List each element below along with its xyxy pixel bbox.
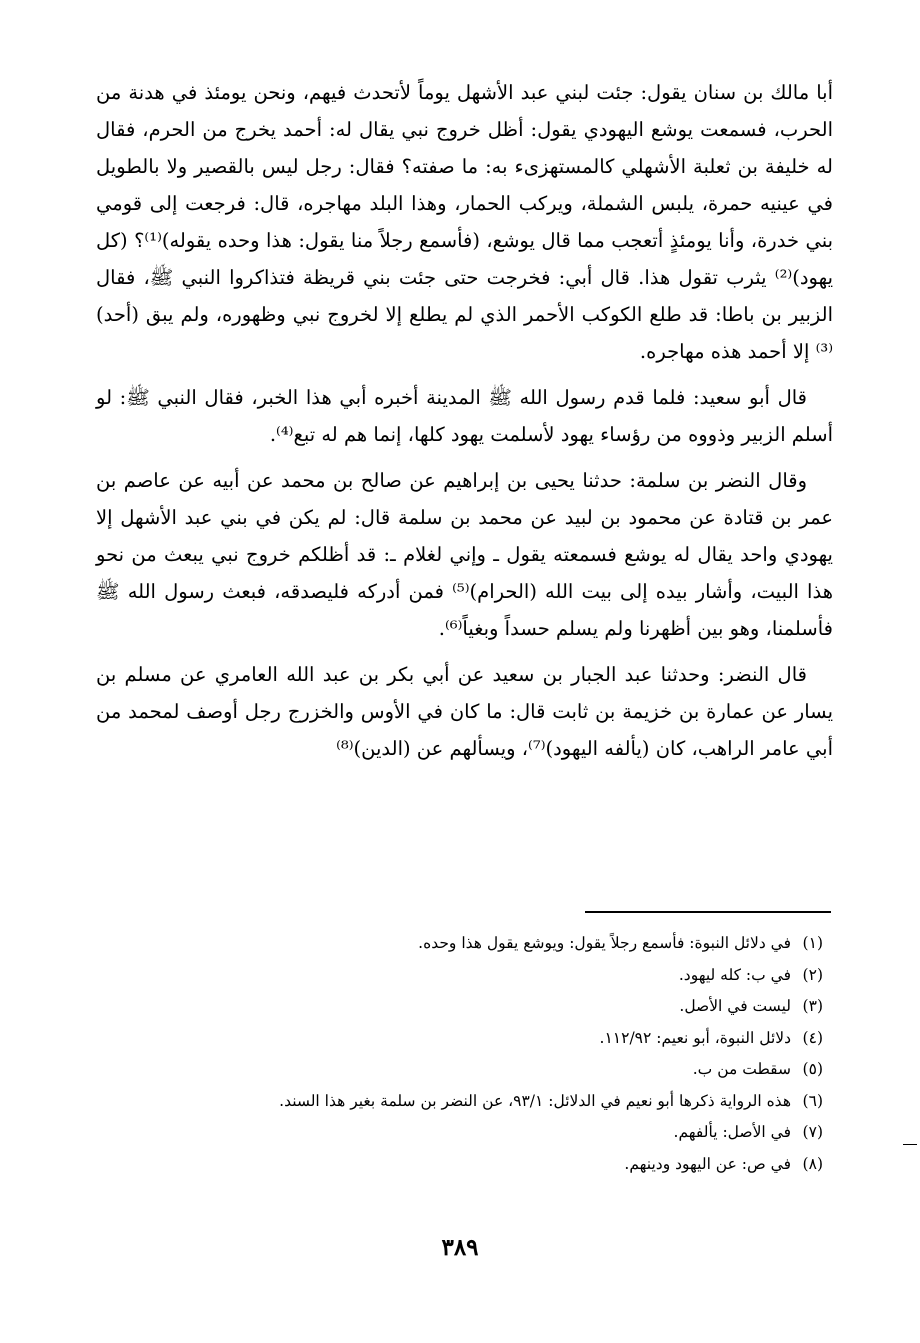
footnote-separator bbox=[585, 911, 831, 913]
footnotes-list bbox=[96, 928, 823, 1180]
footnote-item bbox=[96, 1086, 823, 1118]
footnote-number: (٨) bbox=[802, 1154, 823, 1173]
footnote-number: (٧) bbox=[802, 1123, 823, 1141]
footnote-item bbox=[96, 1023, 823, 1055]
footnote-item bbox=[96, 960, 823, 992]
footnote-number: (٤) bbox=[802, 1028, 823, 1047]
margin-mark bbox=[903, 1144, 917, 1145]
paragraph-2: قال أبو سعيد: فلما قدم رسول الله ﷺ المدينة أخبره أبي هذا الخبر، فقال النبي ﷺ: لو أسلم الزبير وذووه من رؤساء يهود لأسلمت يهود كلها، إنما هم له تبع⁽⁴⁾. bbox=[96, 386, 833, 446]
paragraph-1: أبا مالك بن سنان يقول: جئت لبني عبد الأشهل يوماً لأتحدث فيهم، ونحن يومئذ في هدنة من الحرب، فسمعت يوشع اليهودي يقول: أظل خروج نبي يقال له: أحمد يخرج من الحرم، فقال له خليفة بن ثعلبة الأشهلي كالمستهزىء به: ما صفته؟ فقال: رجل ليس بالقصير ولا بالطويل في عينيه حمرة، يلبس الشملة، ويركب الحمار، وهذا البلد مهاجره، قال: فرجعت إلى قومي بني خدرة، وأنا يومئذٍ أتعجب مما قال يوشع، (فأسمع رجلاً منا يقول: هذا وحده يقوله)⁽¹⁾؟ (كل يهود)⁽²⁾ يثرب تقول هذا. قال أبي: فخرجت حتى جئت بني قريظة فتذاكروا النبي ﷺ، فقال الزبير بن باطا: قد طلع الكوكب الأحمر الذي لم يطلع إلا لخروج نبي وظهوره، ولم يبق (أحد)⁽³⁾ إلا أحمد هذه مهاجره. bbox=[96, 81, 834, 363]
footnote-item bbox=[96, 991, 823, 1023]
main-text-body bbox=[96, 74, 833, 776]
footnote-text: في ب: كله ليهود. bbox=[678, 965, 791, 984]
footnote-text: في الأصل: يألفهم. bbox=[673, 1123, 791, 1141]
footnote-number: (٣) bbox=[802, 997, 823, 1015]
footnote-text: في دلائل النبوة: فأسمع رجلاً يقول: ويوشع يقول هذا وحده. bbox=[418, 934, 791, 952]
footnote-text: في ص: عن اليهود ودينهم. bbox=[624, 1154, 791, 1173]
page-number: ٣٨٩ bbox=[441, 1234, 479, 1261]
footnote-number: (٥) bbox=[802, 1060, 823, 1078]
footnote-item bbox=[96, 1117, 823, 1149]
footnote-number: (٦) bbox=[802, 1091, 823, 1110]
footnote-text: سقطت من ب. bbox=[692, 1060, 791, 1078]
footnote-text: هذه الرواية ذكرها أبو نعيم في الدلائل: ٩٣/١، عن النضر بن سلمة بغير هذا السند. bbox=[279, 1091, 791, 1110]
footnote-text: ليست في الأصل. bbox=[679, 997, 791, 1015]
footnote-item bbox=[96, 928, 823, 960]
footnote-item bbox=[96, 1054, 823, 1086]
footnote-item bbox=[96, 1149, 823, 1181]
footnote-number: (٢) bbox=[802, 965, 823, 984]
paragraph-4: قال النضر: وحدثنا عبد الجبار بن سعيد عن أبي بكر بن عبد الله العامري عن مسلم بن يسار عن عمارة بن خزيمة بن ثابت قال: ما كان في الأوس والخزرج رجل أوصف لمحمد من أبي عامر الراهب، كان (يألفه اليهود)⁽⁷⁾، ويسألهم عن (الدين)⁽⁸⁾ bbox=[96, 663, 833, 760]
paragraph-3: وقال النضر بن سلمة: حدثنا يحيى بن إبراهيم عن صالح بن محمد عن أبيه عن عاصم بن عمر بن قتادة عن محمود بن لبيد عن محمد بن سلمة قال: لم يكن في بني عبد الأشهل إلا يهودي واحد يقال له يوشع فسمعته يقول ـ وإني لغلام ـ: قد أظلكم خروج نبي يبعث من نحو هذا البيت، وأشار بيده إلى بيت الله (الحرام)⁽⁵⁾ فمن أدركه فليصدقه، فبعث رسول الله ﷺ فأسلمنا، وهو بين أظهرنا ولم يسلم حسداً وبغياً⁽⁶⁾. bbox=[96, 469, 833, 640]
footnote-text: دلائل النبوة، أبو نعيم: ١١٢/٩٢. bbox=[599, 1028, 791, 1047]
footnote-number: (١) bbox=[802, 934, 823, 952]
